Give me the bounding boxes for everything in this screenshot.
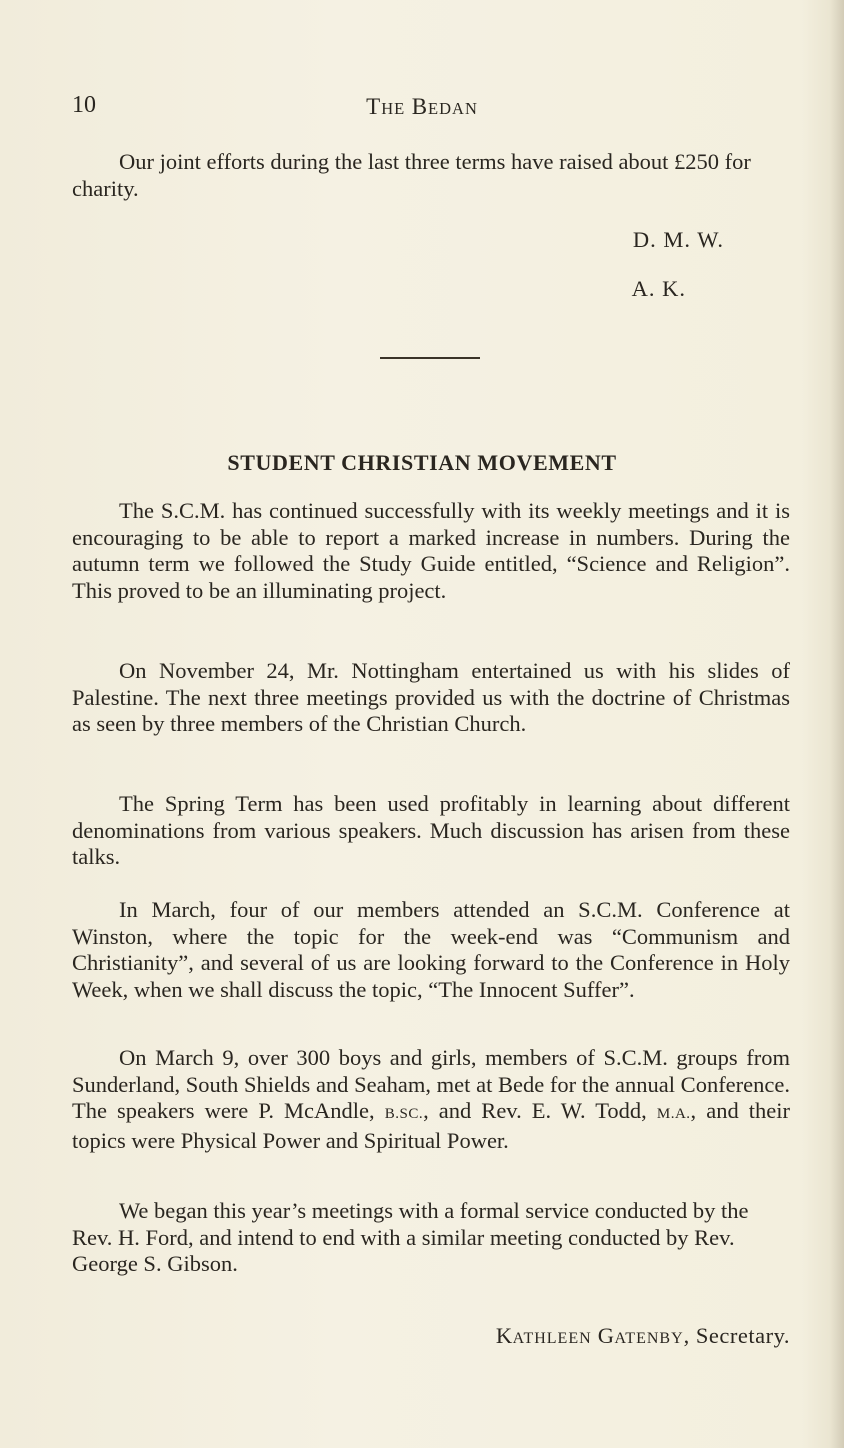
running-head-the-initial: T (366, 94, 382, 119)
running-head (0, 94, 844, 120)
degree-bsc: B.SC. (384, 1106, 424, 1122)
section-divider (380, 357, 480, 359)
signoff-first-rest: ATHLEEN (512, 1330, 592, 1347)
page-edge-shadow (830, 0, 844, 1448)
paragraph-march-9 (72, 1045, 790, 1154)
paragraph-spring-term: The Spring Term has been used profitably in learning about different denominations from various speakers. Much discussion has arisen from these talks. (72, 791, 790, 869)
paragraph-march-conference: In March, four of our members attended an S.C.M. Conference at Winston, where the topic for the week-end was “Communism and Christianity”, and several of us are looking forward to the Conference in Holy Week, when we shall discuss the topic, “The Innocent Suffer”. (72, 897, 790, 1002)
paragraph-march-9-part1: On March 9, over 300 boys and girls, members of S.C.M. groups from Sunderland, South Shields and Seaham, met at Bede for the annual Conference. The speakers were P. McAndle, (72, 1045, 790, 1123)
signoff-role: , Secretary. (683, 1323, 790, 1348)
secretary-signoff (496, 1323, 790, 1349)
running-head-bedan-initial: B (411, 94, 429, 119)
section-heading: STUDENT CHRISTIAN MOVEMENT (227, 450, 617, 475)
previous-section-closing-paragraph: Our joint efforts during the last three terms have raised about £250 for charity. (72, 149, 751, 201)
running-head-the-rest: HE (381, 99, 406, 118)
signature-ak: A. K. (631, 276, 686, 301)
paragraph-march-9-part3: , and their topics were Physical Power and Spiritual Power. (72, 1098, 790, 1153)
degree-ma: M.A. (656, 1106, 691, 1122)
signoff-last-rest: ATENBY (614, 1330, 684, 1347)
page-number: 10 (72, 92, 96, 118)
running-head-bedan-rest: EDAN (428, 99, 478, 118)
paragraph-scm-intro: The S.C.M. has continued successfully with its weekly meetings and it is encouraging to be able to report a marked increase in numbers. During the autumn term we followed the Study Guide entitled, “Science and Religion”. This proved to be an illuminating project. (72, 498, 790, 603)
paragraph-meetings-service: We began this year’s meetings with a formal service conducted by the Rev. H. Ford, and intend to end with a similar meeting conducted by Rev. George S. Gibson. (72, 1198, 749, 1276)
signature-dmw: D. M. W. (632, 227, 724, 252)
paragraph-november: On November 24, Mr. Nottingham entertained us with his slides of Palestine. The next three meetings provided us with the doctrine of Christmas as seen by three members of the Christian Church. (72, 658, 790, 736)
signoff-last-initial: G (597, 1323, 615, 1348)
paragraph-march-9-part2: , and Rev. E. W. Todd, (423, 1098, 657, 1123)
signoff-first-initial: K (495, 1323, 513, 1348)
